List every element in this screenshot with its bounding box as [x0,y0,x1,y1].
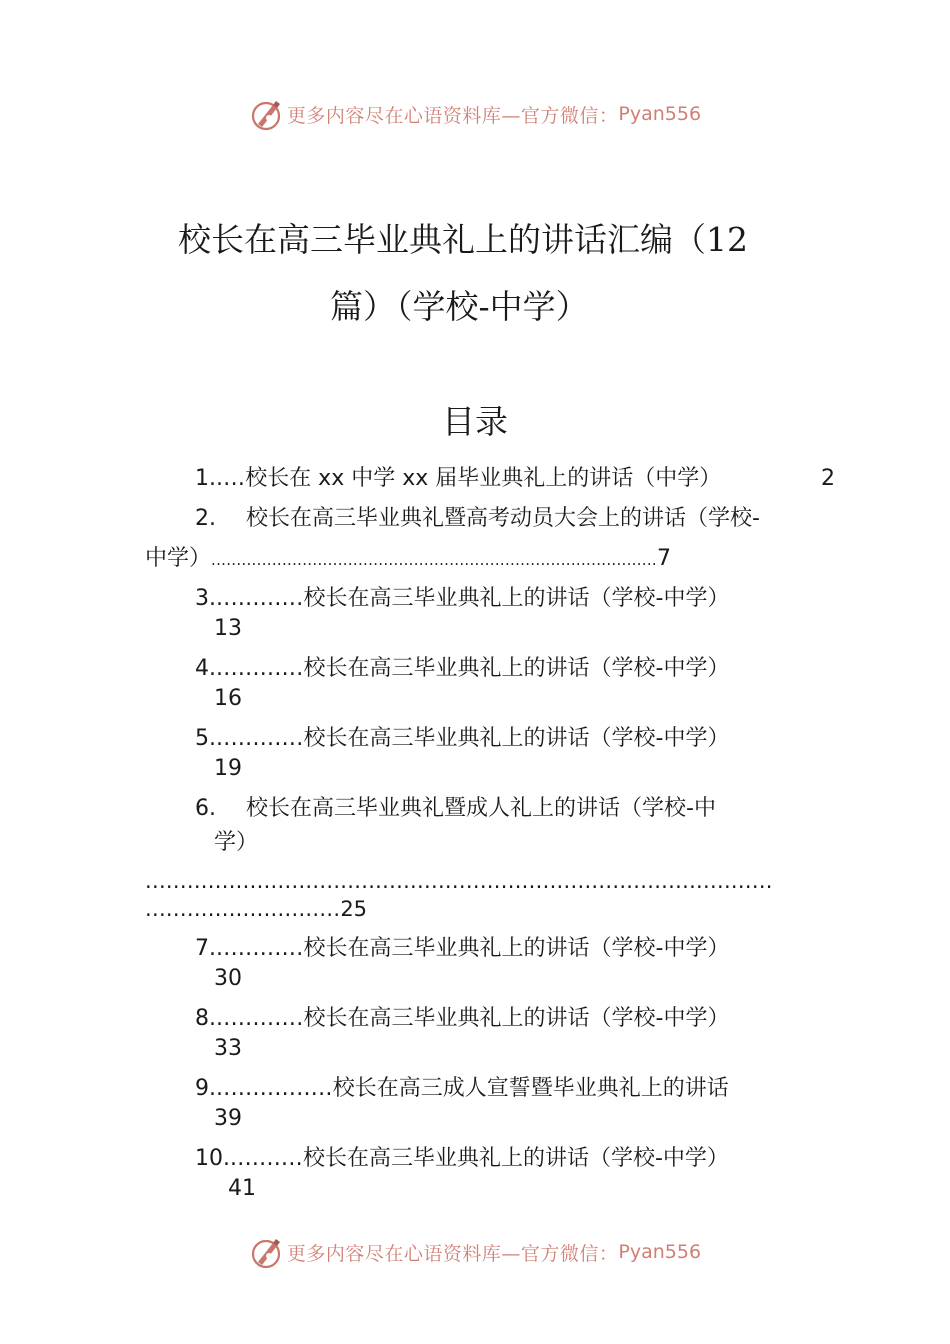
toc-entry-6-page-line[interactable] [145,894,367,924]
toc-entry-2[interactable] [195,504,760,534]
toc-entry-title: 校长在 xx 中学 xx 届毕业典礼上的讲话（中学） [245,466,722,491]
toc-entry-1[interactable] [195,464,721,494]
toc-entry-number: 7. [195,936,216,961]
watermark-text: 更多内容尽在心语资料库—官方微信： [286,1242,619,1265]
toc-entry-leader[interactable]: .......................................................................................... [145,869,773,893]
toc-entry-number: 6. [195,796,216,821]
toc-entry-6[interactable] [195,794,716,824]
toc-entry-page[interactable]: 2 [821,466,835,491]
toc-entry-leader: ............ [216,936,304,961]
toc-heading: 目录 [442,402,508,441]
toc-entry-title: 校长在高三毕业典礼上的讲话（学校-中学） [303,656,730,681]
toc-entry-page[interactable]: 30 [214,966,242,991]
toc-entry-5[interactable] [195,724,729,754]
toc-entry-page[interactable]: 39 [214,1106,242,1131]
toc-entry-leader: ................ [216,1076,333,1101]
toc-entry-leader: ............ [216,586,304,611]
toc-entry-page[interactable]: 13 [214,616,242,641]
toc-entry-leader: .......... [230,1146,303,1171]
toc-entry-title: 校长在高三毕业典礼上的讲话（学校-中学） [303,1006,730,1031]
header-watermark [0,94,950,134]
toc-entry-title: 校长在高三毕业典礼上的讲话（学校-中学） [303,936,730,961]
toc-entry-number: 10. [195,1146,230,1171]
footer-watermark [0,1232,950,1272]
toc-entry-title: 中学） [145,546,212,571]
toc-entry-leader: ............ [216,1006,304,1031]
toc-entry-2-continuation[interactable] [145,544,671,575]
toc-entry-page[interactable]: 41 [228,1176,256,1201]
toc-entry-page: 7 [657,546,672,571]
toc-entry-page[interactable]: 33 [214,1036,242,1061]
watermark-wechat-id: Pyan556 [618,103,702,125]
toc-entry-number: 1. [195,466,216,491]
toc-entry-number: 2. [195,506,216,531]
toc-entry-3[interactable] [195,584,729,614]
toc-entry-leader: ........................................................................................ [211,551,658,569]
document-title-line-2: 篇）（学校-中学） [330,287,589,326]
toc-entry-4[interactable] [195,654,729,684]
toc-entry-leader: ............ [216,726,304,751]
toc-entry-title: 校长在高三毕业典礼暨成人礼上的讲话（学校-中 [246,796,716,821]
toc-entry-title: 校长在高三毕业典礼上的讲话（学校-中学） [302,1146,729,1171]
toc-entry-7[interactable] [195,934,729,964]
toc-entry-10[interactable] [195,1144,729,1174]
pen-logo-icon [249,1235,283,1269]
document-title-line-1: 校长在高三毕业典礼上的讲话汇编（12 [178,220,748,259]
toc-entry-title-continuation[interactable]: 学） [214,830,259,855]
watermark-text: 更多内容尽在心语资料库—官方微信： [286,104,619,127]
toc-entry-title: 校长在高三毕业典礼上的讲话（学校-中学） [303,726,730,751]
toc-entry-page: 25 [340,897,368,921]
toc-entry-number: 9. [195,1076,216,1101]
toc-entry-title: 校长在高三毕业典礼上的讲话（学校-中学） [303,586,730,611]
toc-entry-number: 4. [195,656,216,681]
toc-entry-page[interactable]: 19 [214,756,242,781]
toc-entry-title: 校长在高三毕业典礼暨高考动员大会上的讲话（学校- [246,506,760,531]
toc-entry-leader: ............ [216,656,304,681]
toc-entry-leader: .... [216,466,246,491]
toc-entry-number: 3. [195,586,216,611]
toc-entry-title: 校长在高三成人宣誓暨毕业典礼上的讲话 [332,1076,729,1101]
toc-entry-9[interactable] [195,1074,729,1104]
toc-entry-8[interactable] [195,1004,729,1034]
toc-entry-number: 5. [195,726,216,751]
toc-entry-page[interactable]: 16 [214,686,242,711]
toc-entry-number: 8. [195,1006,216,1031]
toc-entry-leader: ............................ [145,897,341,921]
pen-logo-icon [249,97,283,131]
watermark-wechat-id: Pyan556 [618,1241,702,1263]
